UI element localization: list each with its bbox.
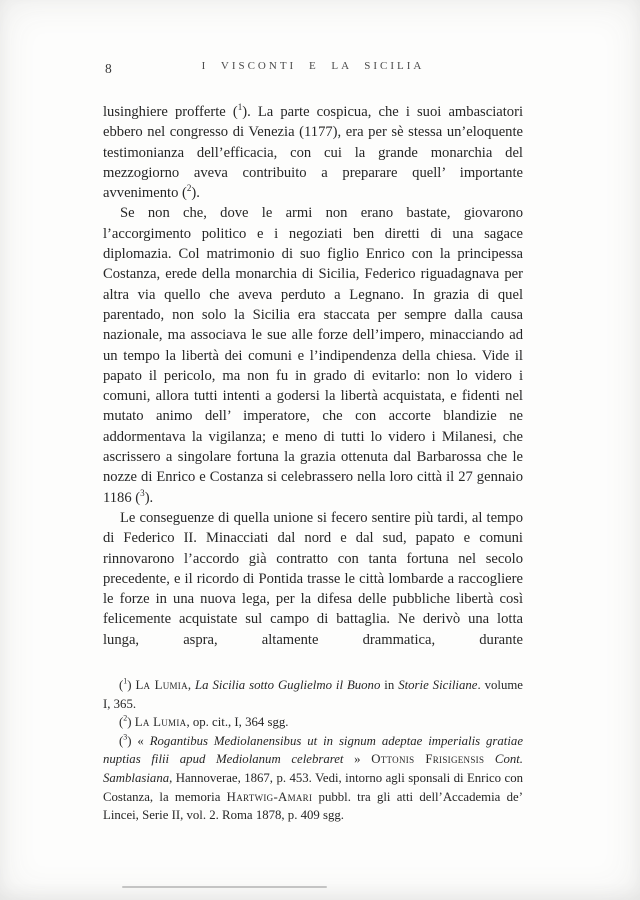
page-number: 8 [105,61,112,76]
text-run: in [380,678,399,693]
text-run: ). [191,185,200,202]
text-run: Ottonis Frisigensis [371,752,485,767]
footnote [103,713,523,732]
text-run: . volume I, 365. [103,678,523,711]
text-run: La Sicilia sotto Guglielmo il Buono [195,678,381,693]
body-text [103,102,523,650]
footnote [103,676,523,713]
text-run: ( [119,678,124,693]
text-run: La Lumia [134,715,187,730]
text-run: ) [127,678,136,693]
text-run: Se non che, dove le armi non erano bastate, giovarono l’accorgimento politico e i negoziati ben diretti di una sagace diplomazia. Col matrimonio di suo figlio Enrico con la principessa Costanza, erede della monarchia di Sicilia, Federico riguadagnava per altra via quello che aveva perduto a Legnano. In grazia di quel parentado, non solo la Sicilia era staccata per sempre dalla causa nazionale, ma associava le sue alle forze dell’impero, minacciando ad un tempo la libertà dei comuni e l’indipendenza della chiesa. Vide il papato il pericolo, ma non fu in grado di evitarlo: non lo videro i comuni, allora tutti intenti a godersi la libertà acquistata, e fidenti nel mutato animo dell’ imperatore, che con accorte blandizie ne addormentava la vigilanza; e meno di tutti lo videro i Milanesi, che ascrissero a singolare fortuna la grazia ottenuta dal Barbarossa che le nozze di Enrico e Costanza si celebrassero nella loro città il 27 gennaio 1186 ( [103,205,523,506]
footnote-marker: 2 [123,713,128,723]
running-title: I VISCONTI E LA SICILIA [201,60,425,72]
footnote-marker: 1 [237,102,243,113]
text-run: ) « [127,733,150,748]
text-run: La Lumia [135,678,188,693]
text-run: Le conseguenze di quella unione si fecero sentire più tardi, al tempo di Federico II. Minacciati dal nord e dal sud, papato e comuni rinnovarono l’accordo già contratto con tanta fortuna nel secolo precedente, e il ricordo di Pontida trasse le città lombarde a raccogliere le forze in una nuova lega, per la difesa delle pubbliche libertà così felicemente acquistate sul campo di battaglia. Ne derivò una lotta lunga, aspra, altamente drammatica, durante [103,509,523,648]
body-paragraph [103,102,523,203]
body-paragraph [103,508,523,650]
text-run: ) [127,715,135,730]
text-run: pubbl. tra gli atti dell’Accademia de’ Lincei, Serie II, vol. 2. Roma 1878, p. 409 sgg. [103,789,523,823]
text-run [484,752,495,766]
scan-artifact-line [122,886,327,888]
footnotes [103,676,523,825]
text-run: , Hannoverae, 1867, p. 453. Vedi, intorno agli sponsali di Enrico con Costanza, la memoria [103,770,523,804]
text-run: Storie Siciliane [398,678,478,693]
page-content [103,60,523,825]
text-run: Rogantibus Mediolanensibus ut in signum adeptae imperialis gratiae nuptias filii apud Mediolanum celebraret [103,733,523,767]
page-header [103,60,523,78]
text-run: » [343,752,372,767]
text-run: Cont. Samblasiana [103,752,524,785]
footnote-marker: 3 [123,732,128,742]
footnote [103,732,523,825]
body-paragraph [103,203,523,507]
text-run: ). La parte cospicua, che i suoi ambasciatori ebbero nel congresso di Venezia (1177), era per sè stessa un’eloquente testimonianza dell’efficacia, con cui la grande monarchia del mezzogiorno aveva contribuito a preparare quell’ importante avvenimento ( [103,104,523,202]
text-run: lusinghiere profferte ( [103,104,238,120]
footnote-marker: 2 [186,183,192,194]
footnote-marker: 1 [123,676,128,686]
text-run: ( [119,733,124,748]
text-run: , [187,678,196,693]
footnote-marker: 3 [140,487,145,498]
text-run: ). [144,489,154,506]
text-run: Hartwig-Amari [226,789,313,804]
text-run: , op. cit., I, 364 sgg. [186,715,289,730]
text-run: ( [119,715,124,730]
